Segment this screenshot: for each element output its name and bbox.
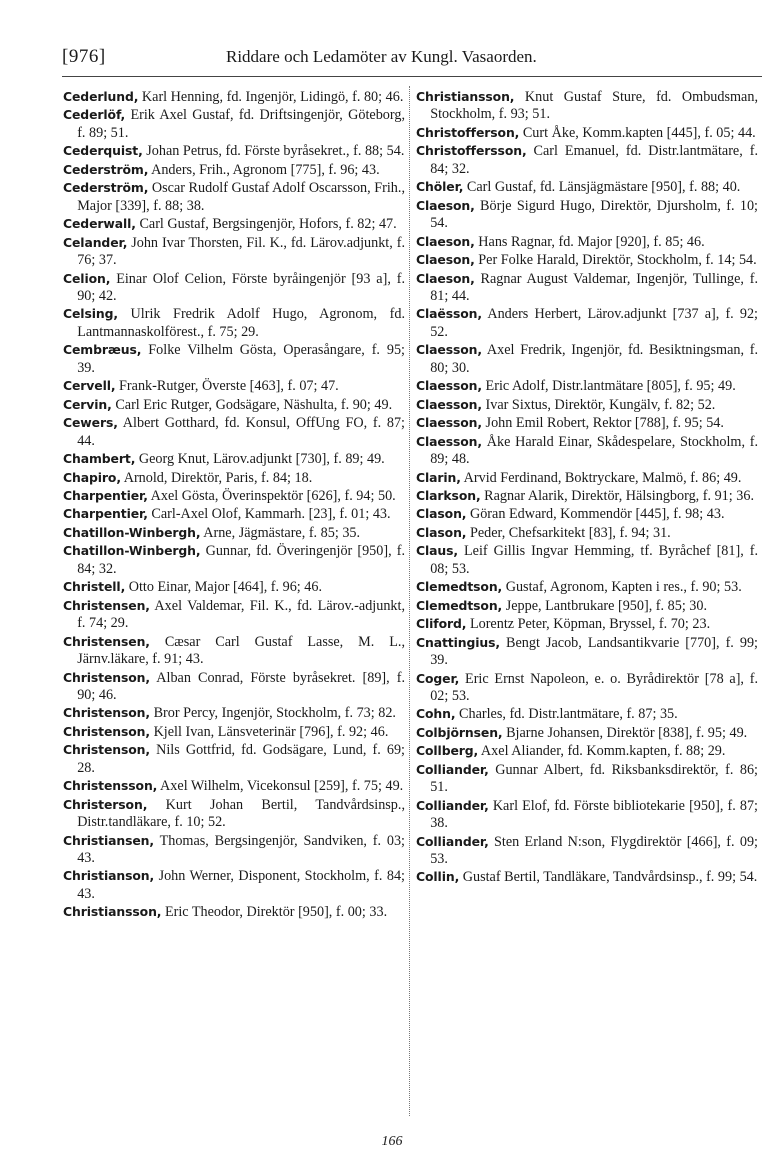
register-entry — [416, 142, 758, 178]
left-column — [63, 88, 405, 922]
register-entry — [63, 542, 405, 578]
entry-details: Ulrik Fredrik Adolf Hugo, Agronom, fd. Lantmannaskolförest., f. 75; 29. — [77, 306, 405, 340]
register-entry — [63, 396, 405, 414]
register-entry — [63, 161, 405, 179]
entry-details: Carl Eric Rutger, Godsägare, Näshulta, f. 90; 49. — [111, 396, 393, 413]
entry-surname: Cederström, — [63, 180, 149, 196]
entry-details: John Emil Robert, Rektor [788], f. 95; 54. — [482, 415, 724, 432]
register-entry — [63, 215, 405, 233]
register-entry — [63, 903, 405, 921]
entry-details: Carl Gustaf, Bergsingenjör, Hofors, f. 82; 47. — [135, 216, 397, 233]
register-entry — [416, 868, 758, 886]
entry-surname: Christiansen, — [63, 832, 155, 848]
register-entry — [416, 178, 758, 196]
register-entry — [416, 341, 758, 377]
register-entry — [416, 487, 758, 505]
entry-details: Jeppe, Lantbrukare [950], f. 85; 30. — [502, 597, 708, 614]
right-column — [416, 88, 758, 887]
entry-details: Åke Harald Einar, Skådespelare, Stockholm, f. 89; 48. — [430, 433, 758, 468]
entry-details: Oscar Rudolf Gustaf Adolf Oscarsson, Frih., Major [339], f. 88; 38. — [77, 180, 405, 214]
entry-details: Karl Elof, fd. Förste bibliotekarie [950], f. 87; 38. — [430, 797, 758, 832]
entry-surname: Collberg, — [416, 743, 479, 759]
entry-details: Johan Petrus, fd. Förste byråsekret., f. 88; 54. — [142, 143, 405, 160]
register-entry — [63, 88, 405, 106]
entry-surname: Christofferson, — [416, 124, 520, 140]
entry-surname: Claeson, — [416, 197, 475, 213]
entry-details: Bror Percy, Ingenjör, Stockholm, f. 73; 82. — [150, 705, 396, 722]
entry-details: Carl-Axel Olof, Kammarh. [23], f. 01; 43. — [147, 506, 391, 523]
entry-details: Carl Gustaf, fd. Länsjägmästare [950], f. 88; 40. — [463, 179, 741, 196]
entry-surname: Christenson, — [63, 669, 151, 685]
entry-details: Nils Gottfrid, fd. Godsägare, Lund, f. 69; 28. — [77, 742, 405, 776]
entry-surname: Christiansson, — [416, 89, 515, 104]
register-entry — [63, 796, 405, 832]
entry-surname: Claesson, — [416, 342, 482, 358]
entry-surname: Colliander, — [416, 833, 489, 849]
folio-number: 166 — [381, 1134, 403, 1149]
entry-surname: Cederlund, — [63, 89, 139, 104]
entry-details: Folke Vilhelm Gösta, Operasångare, f. 95; 39. — [77, 342, 405, 376]
entry-details: Eric Theodor, Direktör [950], f. 00; 33. — [161, 904, 388, 921]
register-entry — [416, 670, 758, 706]
entry-surname: Claeson, — [416, 252, 475, 268]
register-entry — [416, 305, 758, 341]
entry-surname: Claeson, — [416, 233, 475, 249]
entry-surname: Cewers, — [63, 415, 118, 431]
entry-details: Hans Ragnar, fd. Major [920], f. 85; 46. — [474, 233, 705, 250]
entry-details: Lorentz Peter, Köpman, Bryssel, f. 70; 23. — [466, 616, 711, 633]
register-entry — [416, 233, 758, 251]
register-entry — [416, 88, 758, 124]
entry-details: Thomas, Bergsingenjör, Sandviken, f. 03; 43. — [77, 832, 405, 867]
entry-details: Sten Erland N:son, Flygdirektör [466], f. 09; 53. — [430, 833, 758, 868]
entry-surname: Cohn, — [416, 706, 456, 722]
entry-surname: Claesson, — [416, 415, 482, 431]
entry-details: John Werner, Disponent, Stockholm, f. 84; 43. — [77, 868, 405, 902]
entry-surname: Cervell, — [63, 378, 116, 394]
register-entry — [416, 270, 758, 306]
register-entry — [63, 669, 405, 705]
entry-surname: Clemedtson, — [416, 579, 503, 595]
entry-details: Kurt Johan Bertil, Tandvårdsinsp., Distr.tandläkare, f. 10; 52. — [77, 796, 405, 831]
entry-surname: Christensson, — [63, 778, 158, 794]
register-entry — [416, 597, 758, 615]
register-entry — [63, 341, 405, 377]
entry-details: Bengt Jacob, Landsantikvarie [770], f. 99; 39. — [430, 634, 758, 669]
entry-details: Alban Conrad, Förste byråsekret. [89], f. 90; 46. — [77, 669, 405, 703]
register-entry — [63, 270, 405, 306]
entry-details: Gunnar Albert, fd. Riksbanksdirektör, f. 86; 51. — [430, 761, 758, 796]
entry-surname: Claesson, — [416, 433, 482, 449]
register-entry — [416, 197, 758, 233]
entry-surname: Cembræus, — [63, 342, 142, 358]
entry-details: Ragnar Alarik, Direktör, Hälsingborg, f. 91; 36. — [480, 487, 754, 504]
register-entry — [63, 597, 405, 633]
entry-details: Anders Herbert, Lärov.adjunkt [737 a], f. 92; 52. — [430, 306, 758, 340]
entry-details: Karl Henning, fd. Ingenjör, Lidingö, f. 80; 46. — [138, 89, 404, 105]
register-entry — [63, 633, 405, 669]
register-entry — [63, 414, 405, 450]
entry-details: Gustaf Bertil, Tandläkare, Tandvårdsinsp., f. 99; 54. — [459, 869, 758, 886]
register-entry — [416, 761, 758, 797]
entry-surname: Colbjörnsen, — [416, 724, 503, 740]
entry-surname: Cederlöf, — [63, 107, 126, 123]
entry-surname: Charpentier, — [63, 506, 148, 522]
entry-surname: Claus, — [416, 543, 459, 559]
register-entry — [416, 578, 758, 596]
entry-surname: Chöler, — [416, 179, 464, 195]
entry-details: Axel Gösta, Överinspektör [626], f. 94; 50. — [147, 487, 396, 504]
page-number: [976] — [62, 46, 106, 67]
entry-surname: Clemedtson, — [416, 597, 503, 613]
entry-details: Ivar Sixtus, Direktör, Kungälv, f. 82; 52. — [482, 396, 716, 413]
register-entry — [63, 487, 405, 505]
entry-details: Albert Gotthard, fd. Konsul, OffUng FO, f. 87; 44. — [77, 415, 405, 449]
register-entry — [416, 505, 758, 523]
entry-surname: Christensen, — [63, 633, 150, 649]
entry-details: Gustaf, Agronom, Kapten i res., f. 90; 53. — [502, 579, 742, 596]
register-entry — [63, 450, 405, 468]
register-entry — [63, 305, 405, 341]
register-entry — [416, 524, 758, 542]
register-entry — [416, 615, 758, 633]
entry-details: Peder, Chefsarkitekt [83], f. 94; 31. — [466, 524, 671, 541]
entry-details: Axel Wilhelm, Vicekonsul [259], f. 75; 49. — [157, 778, 404, 795]
register-entry — [416, 742, 758, 760]
register-entry — [416, 433, 758, 469]
entry-surname: Claeson, — [416, 270, 475, 286]
entry-details: Carl Emanuel, fd. Distr.lantmätare, f. 84; 32. — [430, 143, 758, 177]
register-entry — [416, 469, 758, 487]
entry-details: Bjarne Johansen, Direktör [838], f. 95; 49. — [502, 724, 748, 741]
entry-surname: Claesson, — [416, 378, 482, 394]
entry-surname: Christenson, — [63, 723, 151, 739]
register-entry — [63, 106, 405, 142]
entry-details: Erik Axel Gustaf, fd. Driftsingenjör, Göteborg, f. 89; 51. — [77, 107, 405, 141]
entry-details: Arvid Ferdinand, Boktryckare, Malmö, f. 86; 49. — [460, 469, 742, 486]
entry-details: Einar Olof Celion, Förste byråingenjör [93 a], f. 90; 42. — [77, 270, 405, 304]
entry-surname: Christell, — [63, 579, 126, 595]
register-entry — [416, 833, 758, 869]
entry-surname: Cederquist, — [63, 143, 143, 159]
entry-surname: Celsing, — [63, 306, 118, 322]
register-entry — [63, 723, 405, 741]
entry-surname: Claësson, — [416, 306, 482, 322]
entry-details: Charles, fd. Distr.lantmätare, f. 87; 35. — [455, 706, 678, 723]
register-entry — [63, 777, 405, 795]
entry-details: Per Folke Harald, Direktör, Stockholm, f. 14; 54. — [474, 252, 757, 269]
register-entry — [416, 124, 758, 142]
register-entry — [63, 578, 405, 596]
entry-surname: Christiansson, — [63, 904, 162, 920]
running-title: Riddare och Ledamöter av Kungl. Vasaorden. — [226, 47, 537, 66]
entry-surname: Christianson, — [63, 868, 155, 884]
entry-details: Göran Edward, Kommendör [445], f. 98; 43. — [466, 506, 725, 523]
entry-details: Cæsar Carl Gustaf Lasse, M. L., Järnv.läkare, f. 91; 43. — [77, 633, 405, 668]
entry-details: Arnold, Direktör, Paris, f. 84; 18. — [120, 469, 313, 486]
entry-surname: Claesson, — [416, 396, 482, 412]
entry-details: John Ivar Thorsten, Fil. K., fd. Lärov.adjunkt, f. 76; 37. — [77, 234, 405, 269]
register-entry — [63, 179, 405, 215]
entry-details: Frank-Rutger, Överste [463], f. 07; 47. — [115, 378, 339, 395]
register-entry — [63, 704, 405, 722]
entry-surname: Christenson, — [63, 705, 151, 721]
entry-surname: Cederström, — [63, 161, 149, 177]
header-rule — [62, 76, 762, 77]
entry-details: Eric Ernst Napoleon, e. o. Byrådirektör [78 a], f. 02; 53. — [430, 670, 758, 704]
register-entry — [63, 469, 405, 487]
entry-surname: Clarin, — [416, 469, 461, 485]
entry-surname: Cnattingius, — [416, 634, 501, 650]
entry-surname: Charpentier, — [63, 487, 148, 503]
entry-details: Leif Gillis Ingvar Hemming, tf. Byråchef [81], f. 08; 53. — [430, 543, 758, 577]
entry-surname: Clason, — [416, 506, 467, 522]
entry-details: Anders, Frih., Agronom [775], f. 96; 43. — [148, 161, 380, 178]
entry-surname: Cliford, — [416, 616, 467, 632]
entry-surname: Celion, — [63, 270, 111, 286]
entry-surname: Colliander, — [416, 761, 489, 777]
entry-details: Georg Knut, Lärov.adjunkt [730], f. 89; 49. — [135, 451, 385, 468]
register-entry — [416, 797, 758, 833]
entry-details: Axel Valdemar, Fil. K., fd. Lärov.-adjunkt, f. 74; 29. — [77, 597, 405, 632]
entry-surname: Colliander, — [416, 797, 489, 813]
register-entry — [416, 634, 758, 670]
entry-surname: Cederwall, — [63, 216, 136, 232]
entry-details: Kjell Ivan, Länsveterinär [796], f. 92; 46. — [150, 723, 389, 740]
entry-surname: Chatillon-Winbergh, — [63, 524, 201, 540]
entry-surname: Chatillon-Winbergh, — [63, 543, 201, 559]
entry-surname: Clason, — [416, 524, 467, 540]
entry-details: Ragnar August Valdemar, Ingenjör, Tullinge, f. 81; 44. — [430, 270, 758, 304]
register-entry — [63, 505, 405, 523]
entry-details: Arne, Jägmästare, f. 85; 35. — [200, 524, 361, 541]
page-header — [0, 42, 784, 78]
entry-details: Otto Einar, Major [464], f. 96; 46. — [125, 579, 323, 596]
entry-details: Börje Sigurd Hugo, Direktör, Djursholm, f. 10; 54. — [430, 197, 758, 232]
entry-surname: Cervin, — [63, 396, 112, 412]
register-entry — [416, 396, 758, 414]
register-entry — [63, 234, 405, 270]
register-entry — [63, 142, 405, 160]
register-entry — [416, 251, 758, 269]
entry-surname: Clarkson, — [416, 487, 481, 503]
register-entry — [416, 377, 758, 395]
entry-surname: Chapiro, — [63, 469, 121, 485]
entry-details: Eric Adolf, Distr.lantmätare [805], f. 95; 49. — [482, 378, 736, 395]
entry-surname: Chambert, — [63, 451, 136, 467]
entry-surname: Celander, — [63, 234, 128, 250]
register-entry — [63, 524, 405, 542]
entry-details: Axel Aliander, fd. Komm.kapten, f. 88; 29. — [478, 743, 726, 760]
register-entry — [416, 414, 758, 432]
entry-details: Curt Åke, Komm.kapten [445], f. 05; 44. — [519, 124, 756, 141]
entry-details: Knut Gustaf Sture, fd. Ombudsman, Stockholm, f. 93; 51. — [430, 89, 758, 123]
register-entry — [416, 724, 758, 742]
register-entry — [63, 741, 405, 777]
register-entry — [416, 542, 758, 578]
register-entry — [63, 832, 405, 868]
entry-surname: Coger, — [416, 670, 460, 686]
entry-details: Axel Fredrik, Ingenjör, fd. Besiktningsman, f. 80; 30. — [430, 342, 758, 376]
entry-details: Gunnar, fd. Överingenjör [950], f. 84; 32. — [77, 543, 405, 577]
entry-surname: Christerson, — [63, 796, 148, 812]
column-divider — [409, 86, 410, 1116]
register-entry — [63, 377, 405, 395]
register-entry — [63, 867, 405, 903]
entry-surname: Christoffersson, — [416, 143, 527, 159]
entry-surname: Collin, — [416, 869, 460, 885]
entry-surname: Christenson, — [63, 742, 151, 758]
entry-surname: Christensen, — [63, 597, 150, 613]
register-entry — [416, 705, 758, 723]
